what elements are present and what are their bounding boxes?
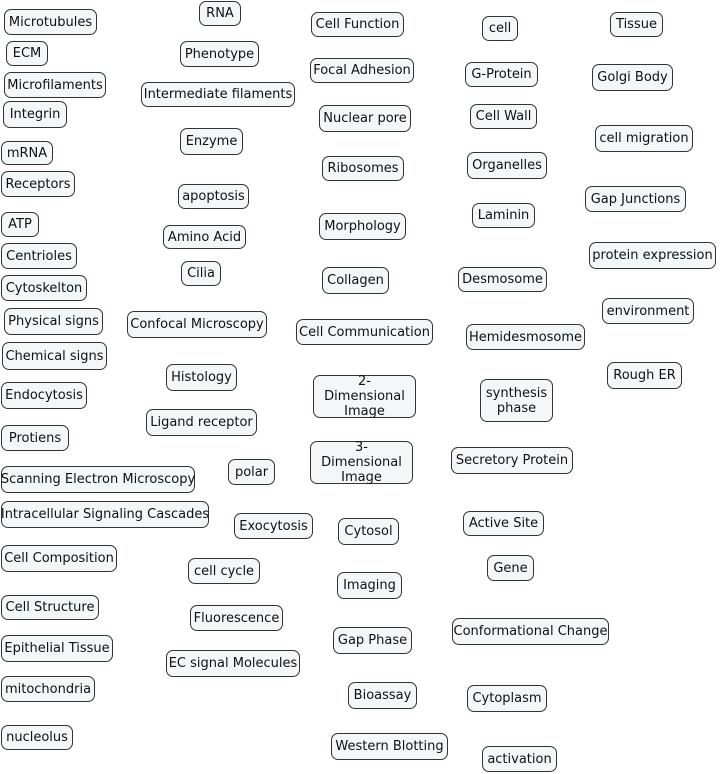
concept-node[interactable]: Imaging [337, 572, 402, 599]
concept-node[interactable]: Cell Wall [470, 104, 537, 129]
concept-node[interactable]: Scanning Electron Microscopy [1, 466, 195, 493]
concept-node[interactable]: Intermediate filaments [141, 82, 295, 107]
concept-node[interactable]: Tissue [610, 12, 663, 37]
concept-node[interactable]: Collagen [322, 267, 389, 294]
concept-node[interactable]: polar [228, 459, 275, 485]
concept-node[interactable]: RNA [199, 1, 241, 26]
concept-node[interactable]: ECM [6, 41, 48, 66]
concept-node[interactable]: Receptors [1, 171, 75, 197]
concept-node[interactable]: ATP [1, 212, 39, 237]
concept-node[interactable]: Cytosol [338, 518, 399, 545]
concept-node[interactable]: Laminin [472, 203, 535, 228]
concept-node[interactable]: Chemical signs [2, 342, 107, 370]
concept-node[interactable]: Rough ER [607, 362, 682, 389]
concept-node[interactable]: Secretory Protein [451, 447, 573, 474]
concept-node[interactable]: Endocytosis [1, 382, 87, 409]
concept-node[interactable]: Amino Acid [163, 225, 246, 249]
concept-node[interactable]: mRNA [1, 141, 53, 165]
concept-node[interactable]: Cytoskelton [1, 275, 87, 301]
concept-node[interactable]: environment [602, 298, 694, 324]
concept-node[interactable]: mitochondria [1, 676, 95, 702]
concept-node[interactable]: Cell Structure [1, 595, 99, 620]
concept-node[interactable]: cell migration [595, 125, 693, 152]
concept-node[interactable]: Cytoplasm [467, 685, 547, 712]
concept-node[interactable]: protein expression [589, 242, 716, 269]
concept-node[interactable]: synthesis phase [480, 379, 553, 422]
concept-node[interactable]: Ligand receptor [146, 409, 257, 436]
concept-node[interactable]: Microfilaments [4, 72, 106, 98]
concept-node[interactable]: G-Protein [465, 62, 538, 87]
concept-node[interactable]: cell cycle [188, 558, 260, 584]
concept-node[interactable]: Centrioles [1, 243, 77, 269]
concept-node[interactable]: Phenotype [180, 41, 259, 67]
concept-node[interactable]: Conformational Change [452, 618, 609, 645]
concept-node[interactable]: Gap Phase [333, 627, 412, 654]
concept-node[interactable]: Physical signs [4, 308, 103, 335]
concept-node[interactable]: cell [482, 16, 518, 41]
concept-node[interactable]: activation [482, 746, 557, 772]
concept-node[interactable]: Cell Composition [1, 545, 117, 572]
concept-node[interactable]: EC signal Molecules [166, 650, 300, 677]
concept-node[interactable]: Fluorescence [190, 605, 283, 631]
concept-node[interactable]: Hemidesmosome [466, 324, 585, 350]
concept-node[interactable]: Exocytosis [234, 513, 313, 539]
concept-node[interactable]: Focal Adhesion [310, 58, 414, 83]
concept-node[interactable]: Desmosome [458, 267, 547, 292]
concept-node[interactable]: Integrin [3, 101, 67, 128]
concept-node[interactable]: Histology [166, 364, 237, 391]
concept-node[interactable]: Gap Junctions [585, 186, 686, 212]
concept-node[interactable]: Golgi Body [592, 64, 673, 91]
concept-node[interactable]: Morphology [319, 213, 406, 240]
concept-node[interactable]: 2-Dimensional Image [313, 375, 416, 418]
concept-node[interactable]: Organelles [467, 152, 547, 179]
concept-node[interactable]: nucleolus [1, 725, 73, 750]
concept-node[interactable]: Protiens [1, 425, 69, 451]
concept-node[interactable]: apoptosis [178, 184, 249, 209]
concept-node[interactable]: Enzyme [180, 128, 243, 155]
concept-node[interactable]: Bioassay [348, 682, 417, 709]
concept-node[interactable]: Cilia [181, 261, 221, 286]
concept-node[interactable]: Epithelial Tissue [1, 635, 113, 662]
concept-node[interactable]: Gene [487, 555, 534, 581]
concept-node[interactable]: Active Site [463, 511, 544, 536]
concept-node[interactable]: Western Blotting [331, 733, 448, 760]
concept-node[interactable]: Nuclear pore [319, 105, 411, 132]
concept-node[interactable]: Intracellular Signaling Cascades [1, 501, 209, 528]
concept-node[interactable]: Confocal Microscopy [127, 311, 267, 338]
concept-node[interactable]: Ribosomes [322, 156, 404, 181]
concept-node[interactable]: Cell Function [311, 12, 404, 37]
concept-node[interactable]: 3-Dimensional Image [310, 441, 413, 484]
concept-node[interactable]: Cell Communication [296, 319, 433, 345]
concept-node[interactable]: Microtubules [4, 9, 97, 35]
